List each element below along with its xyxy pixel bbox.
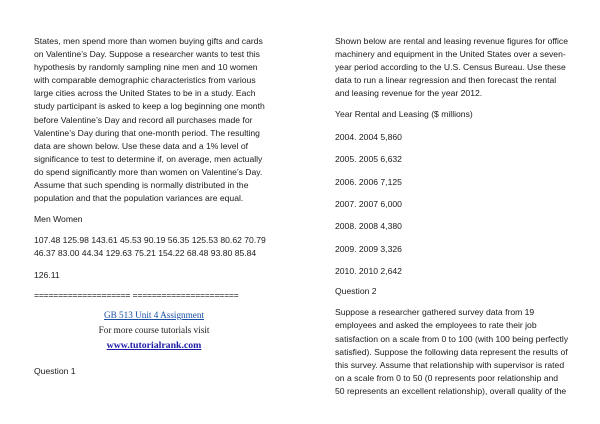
course-promo-block [34,308,274,353]
problem-paragraph-line: do spend significantly more than women on Valentine’s Day. [34,166,263,177]
problem-paragraph-line: and leasing revenue for the year 2012. [335,88,483,99]
data-line: 46.37 83.00 44.34 129.63 75.21 154.22 68.48 93.80 85.84 [34,248,257,259]
table-row: 2009. 2009 3,326 [335,243,402,254]
problem-paragraph-line: with comparable demographic characteristics from various [34,75,256,86]
extra-value: 126.11 [34,269,60,280]
table-header: Year Rental and Leasing ($ millions) [335,109,473,120]
course-link[interactable]: GB 513 Unit 4 Assignment [103,309,205,320]
problem-paragraph-line: before Valentine’s Day and record all purchases made for [34,114,253,125]
problem-paragraph-line: Shown below are rental and leasing revenue figures for office [335,36,568,46]
problem-paragraph-line: significance to test to determine if, on average, men actually [34,153,263,164]
problem-paragraph-line: Assume that such spending is normally distributed in the [34,180,249,191]
problem-paragraph-line: hypothesis by randomly sampling nine men and 10 women [34,62,258,73]
table-row: 2006. 2006 7,125 [335,176,402,187]
problem-paragraph-line: Valentine’s Day during that one-month period. The resulting [34,127,260,138]
divider: ==================== ====================== [34,289,239,300]
question-1-heading: Question 1 [34,366,76,376]
left-column [34,35,274,353]
data-line: 107.48 125.98 143.61 45.53 90.19 56.35 125.53 80.62 70.79 [34,235,266,246]
table-row: 2010. 2010 2,642 [335,266,402,277]
question-2-heading: Question 2 [335,286,377,297]
problem-paragraph-line: on a scale from 0 to 50 (0 represents poor relationship and [335,372,559,383]
table-row: 2004. 2004 5,860 [335,131,402,142]
problem-paragraph-line: 50 represents an excellent relationship), overall quality of the [335,385,567,396]
problem-paragraph-line: population and that the population variances are equal. [34,193,244,204]
problem-paragraph-line: year period according to the U.S. Census Bureau. Use these [335,62,566,73]
right-column [335,35,571,398]
table-row: 2008. 2008 4,380 [335,221,402,232]
table-row: 2005. 2005 6,632 [335,154,402,165]
problem-paragraph-line: large cities across the United States to be in a study. Each [34,88,256,99]
problem-paragraph-line: this survey. Assume that relationship with supervisor is rated [335,359,565,370]
problem-paragraph-line: satisfied). Suppose the following data represent the results of [335,346,568,357]
problem-paragraph-line: employees and asked the employees to rate their job [335,320,537,331]
problem-paragraph-line: satisfaction on a scale from 0 to 100 (with 100 being perfectly [335,333,569,344]
problem-paragraph-line: States, men spend more than women buying gifts and cards [34,36,263,46]
table-row: 2007. 2007 6,000 [335,199,402,210]
problem-paragraph-line: study participant is asked to keep a log beginning one month [34,101,265,112]
problem-paragraph-line: on Valentine’s Day. Suppose a researcher wants to test this [34,49,260,60]
site-link[interactable]: www.tutorialrank.com [106,339,202,351]
problem-paragraph-line: data are shown below. Use these data and a 1% level of [34,140,249,151]
problem-paragraph-line: Suppose a researcher gathered survey data from 19 [335,307,535,318]
men-women-label: Men Women [34,214,83,225]
tutorials-text: For more course tutorials visit [98,324,210,335]
problem-paragraph-line: data to run a linear regression and then forecast the rental [335,75,557,86]
problem-paragraph-line: machinery and equipment in the United States over a seven- [335,49,566,60]
